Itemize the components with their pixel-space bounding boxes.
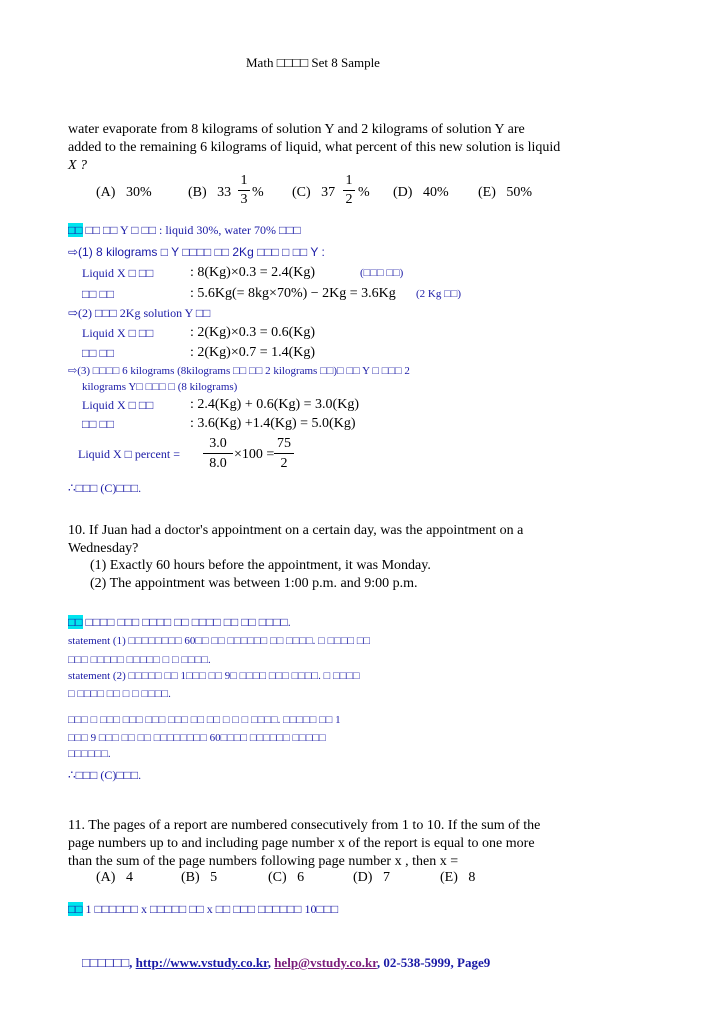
q9-step1-head: ⇨(1) 8 kilograms □ Y □□□□ □□ 2Kg □□□ □ □□ Y : [68, 245, 325, 259]
q9-percent-den2: 2 [280, 456, 288, 471]
q9-step2-head: ⇨(2) □□□ 2Kg solution Y □□ [68, 306, 211, 320]
q9-answer: ∴□□□ (C)□□□. [68, 481, 142, 495]
q9-step3-a-label: Liquid X □ □□ [82, 398, 154, 412]
q9-percent-num: 3.0 [209, 436, 227, 451]
q9-question-line1: water evaporate from 8 kilograms of solution Y and 2 kilograms of solution Y are [68, 122, 525, 137]
q10-solution-line7: □□□ 9 □□□ □□ □□ □□□□□□□□ 60□□□□ □□□□□□ □□□□□ [68, 732, 326, 744]
q9-question-line2: added to the remaining 6 kilograms of liquid, what percent of this new solution is liquid [68, 140, 561, 155]
q11-question-line2: page numbers up to and including page number x of the report is equal to one more [68, 836, 535, 851]
q11-choice-a: (A) 4 [96, 870, 133, 885]
page-header: Math □□□□ Set 8 Sample [246, 55, 380, 70]
q9-percent-bar [203, 453, 233, 454]
q9-choice-b-den: 3 [240, 192, 248, 207]
q9-choice-c-den: 2 [345, 192, 353, 207]
q9-choice-c-bar [343, 190, 355, 191]
q9-step3-a-eq: : 2.4(Kg) + 0.6(Kg) = 3.0(Kg) [190, 397, 359, 412]
q11-choice-b: (B) 5 [181, 870, 218, 885]
q9-step2-b-label: □□ □□ [82, 346, 114, 360]
q11-solution-tag: □□ [68, 902, 83, 916]
q9-choice-e: (E) 50% [478, 185, 533, 200]
q9-step1-b-label: □□ □□ [82, 287, 114, 301]
q9-choice-b: (B) 33 [188, 185, 232, 200]
q10-solution-line1: □□ □□□□ □□□ □□□□ □□ □□□□ □□ □□ □□□□. [68, 615, 291, 629]
q9-question-line3: X ? [68, 158, 88, 173]
q9-step3-head2: kilograms Y□ □□□ □ (8 kilograms) [82, 381, 238, 393]
q9-step1-a-eq: : 8(Kg)×0.3 = 2.4(Kg) [190, 265, 316, 280]
q9-step3-head: ⇨(3) □□□□ 6 kilograms (8kilograms □□ □□ 2 kilograms □□)□ □□ Y □ □□□ 2 [68, 365, 410, 377]
q9-percent-label: Liquid X □ percent = [78, 447, 180, 461]
q9-solution-tag: □□ [68, 223, 83, 237]
q9-choice-b-bar [238, 190, 250, 191]
q9-choice-b-num: 1 [240, 173, 248, 188]
q10-statement-2: (2) The appointment was between 1:00 p.m. and 9:00 p.m. [90, 576, 418, 591]
footer-prefix: □□□□□□, [82, 955, 133, 970]
q11-choice-e: (E) 8 [440, 870, 476, 885]
q9-percent-num2: 75 [277, 436, 291, 451]
page-footer: □□□□□□, http://www.vstudy.co.kr, help@vstudy.co.kr, 02-538-5999, Page9 [82, 955, 491, 970]
q9-step3-b-eq: : 3.6(Kg) +1.4(Kg) = 5.0(Kg) [190, 416, 356, 431]
q9-step2-a-eq: : 2(Kg)×0.3 = 0.6(Kg) [190, 325, 316, 340]
q9-step1-a-note: (□□□ □□) [360, 267, 404, 279]
q9-solution-intro: □□ □□ □□ Y □ □□ : liquid 30%, water 70% □□□ [68, 223, 301, 237]
q9-step2-b-eq: : 2(Kg)×0.7 = 1.4(Kg) [190, 345, 316, 360]
q10-solution-line3: □□□ □□□□□ □□□□□ □ □ □□□□. [68, 654, 211, 666]
q10-solution-line6: □□□ □ □□□ □□□ □□□ □□□ □□ □□ □ □ □ □□□□. □□□□□ □□ 1 [68, 714, 341, 726]
q10-statement-1: (1) Exactly 60 hours before the appointment, it was Monday. [90, 558, 431, 573]
q9-percent-bar2 [274, 453, 294, 454]
q10-solution-line8: □□□□□□. [68, 748, 111, 760]
q9-choice-d: (D) 40% [393, 185, 449, 200]
q9-choice-c-suffix: % [358, 185, 370, 200]
footer-website-link[interactable]: http://www.vstudy.co.kr [135, 955, 268, 970]
q11-choice-d: (D) 7 [353, 870, 390, 885]
q9-choice-c: (C) 37 [292, 185, 336, 200]
footer-rest: , 02-538-5999, Page9 [376, 955, 491, 970]
q10-solution-line4: statement (2) □□□□□ □□ 1□□□ □□ 9□ □□□□ □□□ □□□□. □ □□□□ [68, 670, 360, 682]
q9-step1-b-eq: : 5.6Kg(= 8kg×70%) − 2Kg = 3.6Kg [190, 286, 396, 301]
footer-email-link[interactable]: help@vstudy.co.kr [274, 955, 377, 970]
q11-question-line1: 11. The pages of a report are numbered consecutively from 1 to 10. If the sum of the [68, 818, 541, 833]
q9-percent-mid: ×100 = [234, 447, 275, 462]
q10-solution-line5: □ □□□□ □□ □ □ □□□□. [68, 688, 171, 700]
q11-solution-line1: □□ 1 □□□□□□ x □□□□□ □□ x □□ □□□ □□□□□□ 10□□□ [68, 902, 339, 916]
q9-choice-b-suffix: % [252, 185, 264, 200]
q9-choice-c-num: 1 [345, 173, 353, 188]
q10-answer: ∴□□□ (C)□□□. [68, 768, 142, 782]
q10-solution-tag: □□ [68, 615, 83, 629]
q11-choice-c: (C) 6 [268, 870, 305, 885]
q10-question-line1: 10. If Juan had a doctor's appointment on a certain day, was the appointment on a [68, 523, 524, 538]
q11-question-line3: than the sum of the page numbers following page number x , then x = [68, 854, 459, 869]
q9-choice-a: (A) 30% [96, 185, 152, 200]
q9-step1-b-note: (2 Kg □□) [416, 288, 462, 300]
q9-step2-a-label: Liquid X □ □□ [82, 326, 154, 340]
q10-solution-line2: statement (1) □□□□□□□□ 60□□ □□ □□□□□□ □□ □□□□. □ □□□□ □□ [68, 635, 371, 647]
q9-percent-den: 8.0 [209, 456, 227, 471]
q9-step1-a-label: Liquid X □ □□ [82, 266, 154, 280]
q10-question-line2: Wednesday? [68, 541, 139, 556]
q9-step3-b-label: □□ □□ [82, 417, 114, 431]
